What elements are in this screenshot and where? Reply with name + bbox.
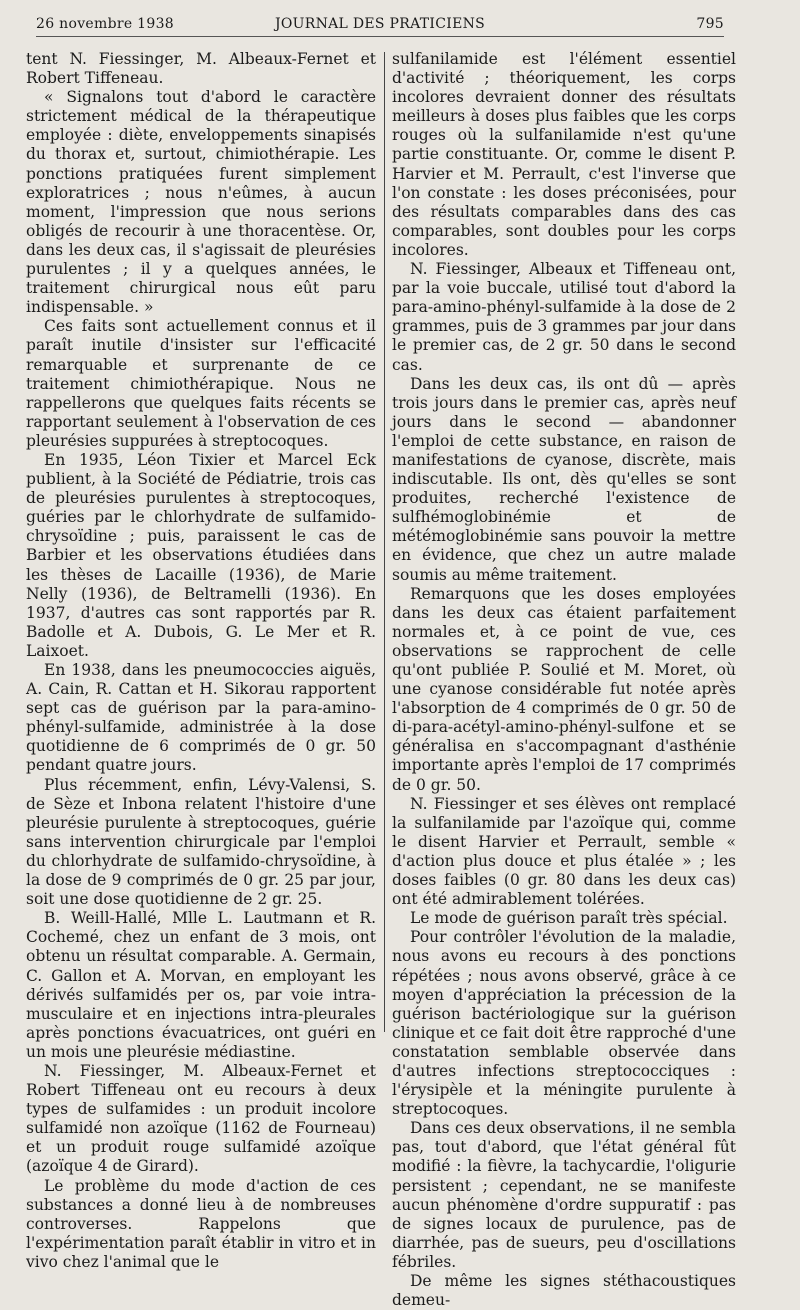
paragraph: tent N. Fiessinger, M. Albeaux-Fernet et Robert Tiffeneau. — [26, 50, 376, 88]
right-column — [392, 50, 736, 1310]
paragraph: Le problème du mode d'action de ces substances a donné lieu à de nombreuses controverses. Rappelons que l'expérimentation paraît établir in vitro et in vivo chez l'animal que le — [26, 1176, 376, 1271]
paragraph: « Signalons tout d'abord le caractère strictement médical de la thérapeutique employée : diète, enveloppements sinapisés du thorax et, surtout, chimiothérapie. Les ponctions pratiquées furent simplement exploratrices ; nous n'eûmes, à aucun moment, l'impression que nous serions obligés de recourir à une thoracentèse. Or, dans les deux cas, il s'agissait de pleurésies purulentes ; il y a quelques années, le traitement chirurgical nous eût paru indispensable. » — [26, 88, 376, 317]
paragraph: Ces faits sont actuellement connus et il paraît inutile d'insister sur l'efficacité remarquable et surprenante de ce traitement chimiothérapique. Nous ne rappellerons que quelques faits récents se rapportant seulement à l'observation de ces pleurésies suppurées à streptocoques. — [26, 317, 376, 450]
page-header — [36, 14, 724, 37]
paragraph: Dans les deux cas, ils ont dû — après trois jours dans le premier cas, après neuf jours dans le second — abandonner l'emploi de cette substance, en raison de manifestations de cyanose, discrète, mais indiscutable. Ils ont, dès qu'elles se sont produites, recherché l'existence de sulfhémoglobinémie et de métémoglobinémie sans pouvoir la mettre en évidence, que chez un autre malade soumis au même traitement. — [392, 374, 736, 584]
header-date: 26 novembre 1938 — [36, 16, 174, 32]
paragraph: En 1935, Léon Tixier et Marcel Eck publient, à la Société de Pédiatrie, trois cas de pleurésies purulentes à streptocoques, guéries par le chlorhydrate de sulfamido-chrysoïdine ; puis, paraissent le cas de Barbier et les observations étudiées dans les thèses de Lacaille (1936), de Marie Nelly (1936), de Beltramelli (1936). En 1937, d'autres cas sont rapportés par R. Badolle et A. Dubois, G. Le Mer et R. Laixoet. — [26, 450, 376, 660]
paragraph: Plus récemment, enfin, Lévy-Valensi, S. de Sèze et Inbona relatent l'histoire d'une pleurésie purulente à streptocoques, guérie sans intervention chirurgicale par l'emploi du chlorhydrate de sulfamido-chrysoïdine, à la dose de 9 comprimés de 0 gr. 25 par jour, soit une dose quotidienne de 2 gr. 25. — [26, 775, 376, 909]
paragraph: B. Weill-Hallé, Mlle L. Lautmann et R. Cochemé, chez un enfant de 3 mois, ont obtenu un résultat comparable. A. Germain, C. Gallon et A. Morvan, en employant les dérivés sulfamidés per os, par voie intra-musculaire et en injections intra-pleurales après ponctions évacuatrices, ont guéri en un mois une pleurésie médiastine. — [26, 909, 376, 1061]
column-divider — [384, 52, 385, 1032]
paragraph: Remarquons que les doses employées dans les deux cas étaient parfaitement normales et, à ce point de vue, ces observations se rapprochent de celle qu'ont publiée P. Soulié et M. Moret, où une cyanose considérable fut notée après l'absorption de 4 comprimés de 0 gr. 50 de di-para-acétyl-amino-phényl-sulfone et se généralisa en s'accompagnant d'asthénie importante après l'emploi de 17 comprimés de 0 gr. 50. — [392, 584, 736, 794]
paragraph: N. Fiessinger, M. Albeaux-Fernet et Robert Tiffeneau ont eu recours à deux types de sulfamides : un produit incolore sulfamidé non azoïque (1162 de Fourneau) et un produit rouge sulfamidé azoïque (azoïque 4 de Girard). — [26, 1061, 376, 1176]
paragraph: sulfanilamide est l'élément essentiel d'activité ; théoriquement, les corps incolores devraient donner des résultats meilleurs à doses plus faibles que les corps rouges où la sulfanilamide n'est qu'une partie constituante. Or, comme le disent P. Harvier et M. Perrault, c'est l'inverse que l'on constate : les doses préconisées, pour des résultats comparables dans des cas comparables, sont doubles pour les corps incolores. — [392, 50, 736, 259]
paragraph: Le mode de guérison paraît très spécial. — [410, 909, 728, 928]
paragraph: N. Fiessinger et ses élèves ont remplacé la sulfanilamide par l'azoïque qui, comme le disent Harvier et Perrault, semble « d'action plus douce et plus étalée » ; les doses faibles (0 gr. 80 dans les deux cas) ont été admirablement tolérées. — [392, 794, 736, 909]
left-column — [26, 50, 376, 1271]
paragraph: Pour contrôler l'évolution de la maladie, nous avons eu recours à des ponctions répétées ; nous avons observé, grâce à ce moyen d'appréciation la précession de la guérison bactériologique sur la guérison clinique et ce fait doit être rapproché d'une constatation semblable observée dans d'autres infections streptococciques : l'érysipèle et la méningite purulente à streptocoques. — [392, 928, 736, 1119]
page-number: 795 — [696, 16, 724, 32]
paragraph: Dans ces deux observations, il ne sembla pas, tout d'abord, que l'état général fût modifié : la fièvre, la tachycardie, l'oligurie persistent ; cependant, ne se manifeste aucun phénomène d'ordre suppuratif : pas de signes locaux de purulence, pas de diarrhée, pas de sueurs, peu d'oscillations fébriles. — [392, 1119, 736, 1271]
paragraph: N. Fiessinger, Albeaux et Tiffeneau ont, par la voie buccale, utilisé tout d'abord la para-amino-phényl-sulfamide à la dose de 2 grammes, puis de 3 grammes par jour dans le premier cas, de 2 gr. 50 dans le second cas. — [392, 260, 736, 374]
paragraph: De même les signes stéthacoustiques demeu- — [392, 1272, 736, 1310]
journal-title: JOURNAL DES PRATICIENS — [274, 16, 486, 32]
paragraph: En 1938, dans les pneumococcies aiguës, A. Cain, R. Cattan et H. Sikorau rapportent sept cas de guérison par la para-amino-phényl-sulfamide, administrée à la dose quotidienne de 6 comprimés de 0 gr. 50 pendant quatre jours. — [26, 661, 376, 775]
